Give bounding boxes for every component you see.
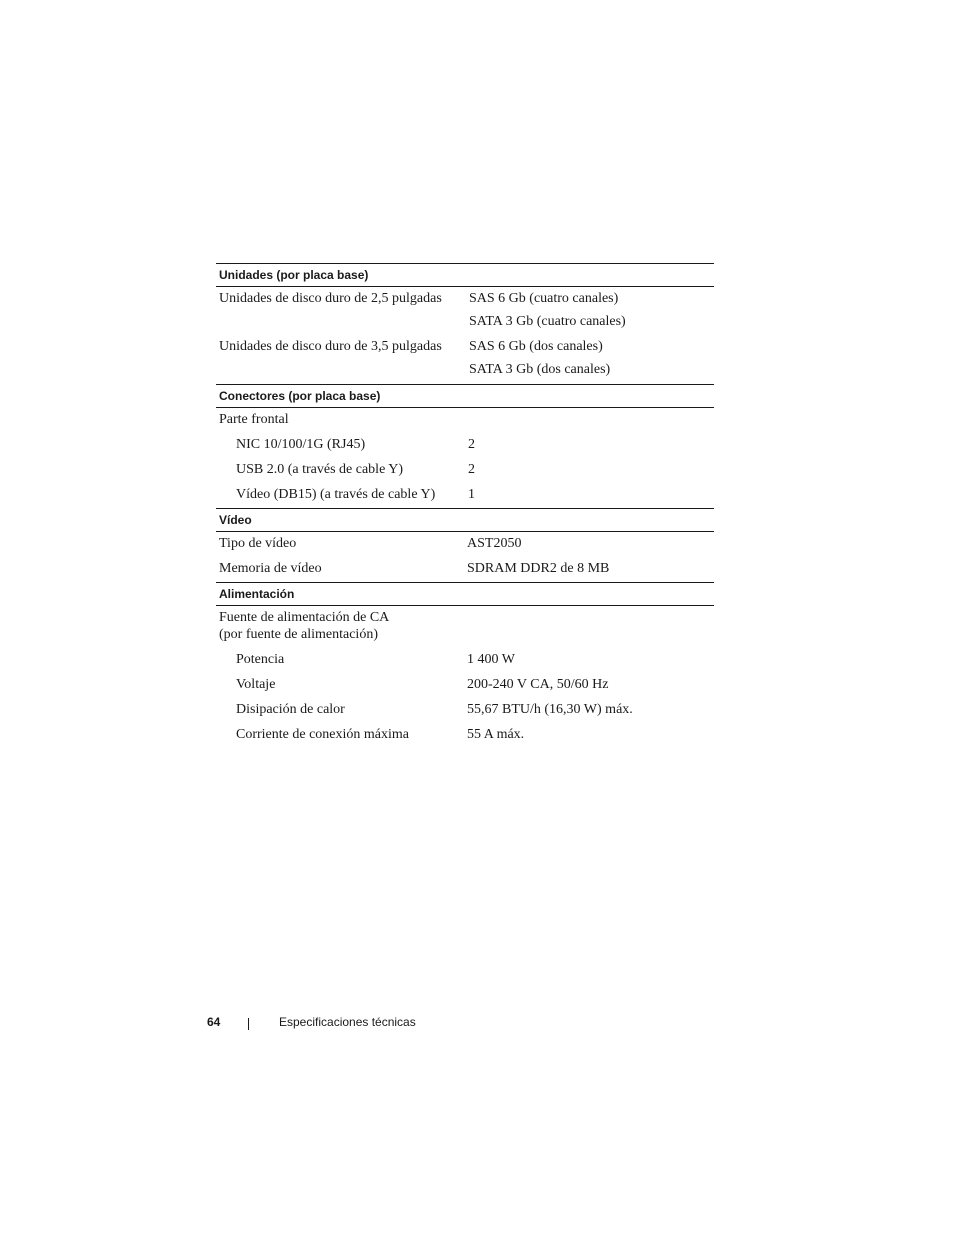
spec-value: 2	[468, 437, 475, 452]
spec-row	[216, 461, 714, 478]
spec-value: 1	[468, 487, 475, 502]
spec-row	[216, 411, 714, 428]
section-body-video	[216, 532, 714, 582]
section-body-unidades	[216, 287, 714, 384]
spec-value: 55,67 BTU/h (16,30 W) máx.	[467, 702, 633, 717]
spec-label: Vídeo (DB15) (a través de cable Y)	[236, 487, 436, 502]
spec-label: Unidades de disco duro de 2,5 pulgadas	[219, 291, 442, 306]
spec-label: Unidades de disco duro de 3,5 pulgadas	[219, 339, 442, 354]
spec-value: 55 A máx.	[467, 727, 525, 742]
spec-label: (por fuente de alimentación)	[219, 627, 378, 642]
spec-row	[216, 361, 714, 378]
spec-value: SATA 3 Gb (cuatro canales)	[469, 314, 626, 329]
page-number: 64	[207, 1015, 221, 1029]
section-body-alimentacion	[216, 606, 714, 745]
spec-label: Potencia	[236, 652, 285, 667]
spec-label: Disipación de calor	[236, 702, 345, 717]
spec-row	[216, 535, 714, 552]
spec-label: Parte frontal	[219, 412, 289, 427]
section-heading-video: Vídeo	[216, 508, 714, 532]
spec-label: Voltaje	[236, 677, 276, 692]
section-heading-conectores: Conectores (por placa base)	[216, 384, 714, 408]
spec-label: NIC 10/100/1G (RJ45)	[236, 437, 366, 452]
spec-value	[464, 609, 714, 626]
spec-label: Memoria de vídeo	[219, 561, 322, 576]
spec-value: AST2050	[467, 536, 522, 551]
spec-value: 1 400 W	[467, 652, 515, 667]
spec-row	[216, 609, 714, 626]
spec-value: SAS 6 Gb (dos canales)	[469, 339, 603, 354]
section-body-conectores	[216, 408, 714, 508]
spec-row	[216, 290, 714, 307]
spec-label: Corriente de conexión máxima	[236, 727, 409, 742]
spec-row	[216, 313, 714, 330]
spec-row	[216, 651, 714, 668]
spec-label	[216, 313, 464, 330]
spec-row	[216, 676, 714, 693]
spec-row	[216, 436, 714, 453]
spec-label	[216, 361, 464, 378]
section-heading-unidades: Unidades (por placa base)	[216, 263, 714, 287]
spec-value	[464, 411, 714, 428]
footer-separator	[248, 1018, 249, 1030]
spec-value	[464, 626, 714, 643]
spec-label: USB 2.0 (a través de cable Y)	[236, 462, 404, 477]
spec-value: SAS 6 Gb (cuatro canales)	[469, 291, 619, 306]
spec-value: 2	[468, 462, 475, 477]
spec-row	[216, 338, 714, 355]
spec-table	[216, 263, 714, 745]
spec-row	[216, 726, 714, 743]
spec-row	[216, 486, 714, 503]
spec-value: 200-240 V CA, 50/60 Hz	[467, 677, 609, 692]
spec-value: SDRAM DDR2 de 8 MB	[467, 561, 610, 576]
spec-label: Tipo de vídeo	[219, 536, 297, 551]
spec-label: Fuente de alimentación de CA	[219, 610, 390, 625]
section-heading-alimentacion: Alimentación	[216, 582, 714, 606]
spec-row	[216, 626, 714, 643]
chapter-title: Especificaciones técnicas	[279, 1015, 416, 1029]
spec-row	[216, 701, 714, 718]
spec-value: SATA 3 Gb (dos canales)	[469, 362, 611, 377]
spec-row	[216, 560, 714, 577]
